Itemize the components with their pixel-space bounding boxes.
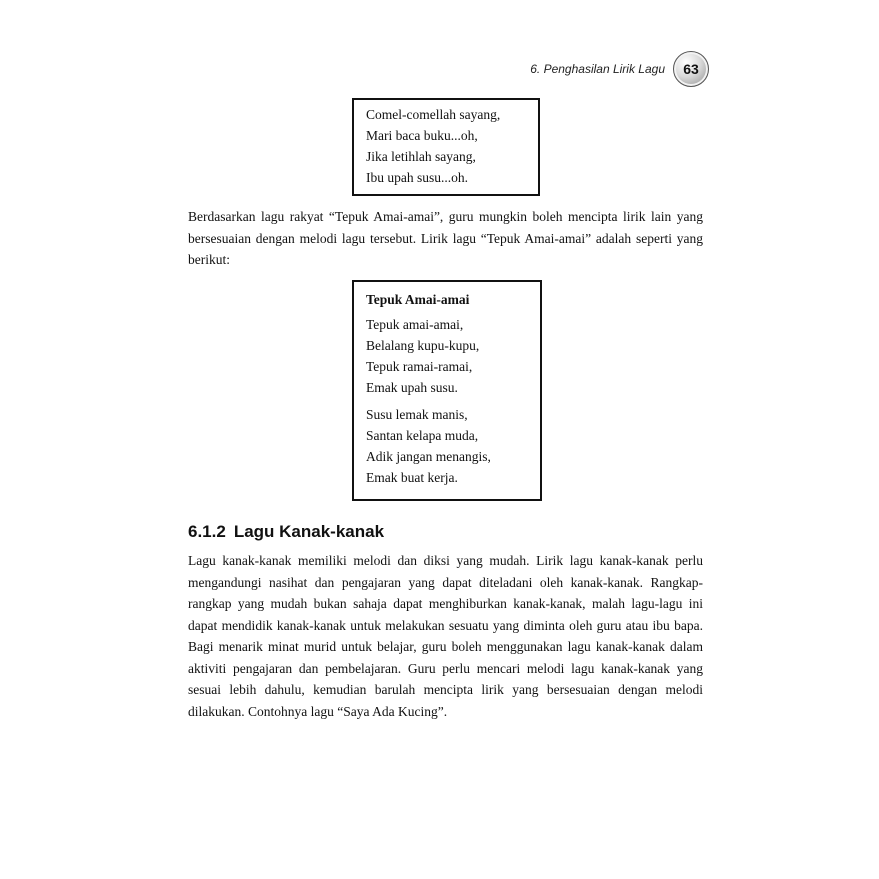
lyric-line: Jika letihlah sayang, [366, 149, 476, 164]
lyric-line: Emak upah susu. [366, 380, 458, 395]
body-paragraph-1: Berdasarkan lagu rakyat “Tepuk Amai-amai”, guru mungkin boleh mencipta lirik lain yang bersesuaian dengan melodi lagu tersebut. Lirik lagu “Tepuk Amai-amai” adalah seperti yang berikut: [188, 209, 703, 267]
lyric-line: Comel-comellah sayang, [366, 107, 501, 122]
chapter-title: 6. Penghasilan Lirik Lagu [530, 62, 665, 76]
lyric-line: Santan kelapa muda, [366, 428, 479, 443]
section-heading [188, 522, 384, 542]
lyric-line: Emak buat kerja. [366, 470, 458, 485]
lyric-line: Tepuk amai-amai, [366, 317, 464, 332]
section-number: 6.1.2 [188, 522, 226, 541]
section-title: Lagu Kanak-kanak [233, 522, 385, 541]
body-paragraph-2: Lagu kanak-kanak memiliki melodi dan diksi yang mudah. Lirik lagu kanak-kanak perlu mengandungi nasihat dan pengajaran yang dapat diteladani oleh kanak-kanak. Rangkap-rangkap yang mudah bukan sahaja dapat menghiburkan kanak-kanak, malah lagu-lagu ini dapat mendidik kanak-kanak untuk melakukan sesuatu yang diminta oleh guru atau ibu bapa. Bagi menarik minat murid untuk belajar, guru boleh menggunakan lagu kanak-kanak dalam aktiviti pengajaran dan pembelajaran. Guru perlu mencari melodi lagu kanak-kanak yang sesuai lebih dahulu, kemudian barulah mencipta lirik yang bersesuaian dengan melodi dilakukan. Contohnya lagu “Saya Ada Kucing”. [188, 553, 703, 719]
song-title: Tepuk Amai-amai [366, 292, 470, 307]
lyric-line: Mari baca buku...oh, [366, 128, 478, 143]
lyric-line: Adik jangan menangis, [366, 449, 491, 464]
page-header [530, 52, 709, 86]
lyrics-box-1 [352, 98, 540, 196]
lyrics-box-2 [352, 280, 542, 501]
lyric-line: Tepuk ramai-ramai, [366, 359, 473, 374]
lyric-line: Belalang kupu-kupu, [366, 338, 480, 353]
lyric-line: Ibu upah susu...oh. [366, 170, 468, 185]
lyric-line: Susu lemak manis, [366, 407, 468, 422]
page-number-badge: 63 [673, 51, 709, 87]
